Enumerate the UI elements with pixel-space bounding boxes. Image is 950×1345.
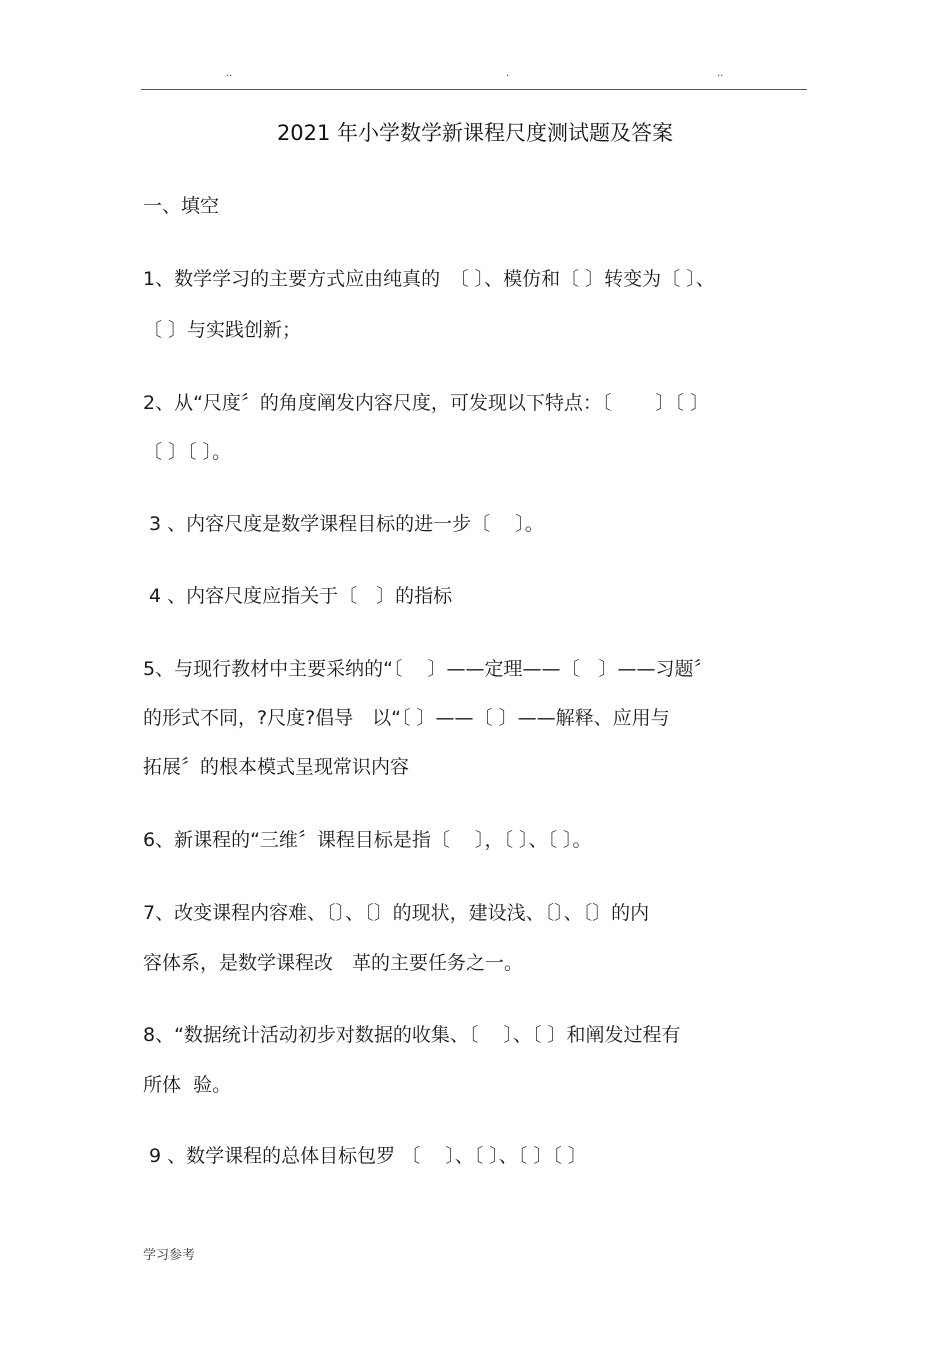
header-mark-center: . [506, 68, 510, 79]
header-mark-left: .. [226, 68, 233, 79]
footer-label: 学习参考 [143, 1248, 196, 1263]
question-line: 〔 〕与实践创新； [143, 319, 302, 341]
question-line: 4 、内容尺度应指关于〔 〕的指标 [143, 585, 453, 607]
question-line: 3 、内容尺度是数学课程目标的进一步〔 〕。 [143, 513, 544, 535]
question-line: 6、新课程的“三维〞课程目标是指〔 〕，〔 〕、〔 〕。 [143, 829, 592, 851]
question-line: 拓展〞的根本模式呈现常识内容 [143, 756, 410, 778]
question-line: 2、从“尺度〞的角度阐发内容尺度，可发现以下特点：〔 〕〔 〕 [143, 392, 710, 414]
section-heading: 一、填空 [143, 195, 220, 217]
question-line: 9 、数学课程的总体目标包罗 〔 〕、〔 〕、〔 〕〔 〕 [143, 1145, 587, 1167]
document-title: 2021 年小学数学新课程尺度测试题及答案 [276, 121, 674, 145]
question-line: 8、“数据统计活动初步对数据的收集、〔 〕、〔 〕和阐发过程有 [143, 1024, 681, 1046]
question-line: 1、数学学习的主要方式应由纯真的 〔 〕、模仿和〔 〕转变为〔 〕、 [143, 268, 715, 290]
question-line: 5、与现行教材中主要采纳的“〔 〕——定理——〔 〕——习题〞 [143, 658, 713, 680]
header-mark-right: .. [717, 68, 724, 79]
header-rule [141, 89, 807, 90]
question-line: 7、改变课程内容难、〔〕、〔〕的现状，建设浅、〔〕、〔〕的内 [143, 902, 650, 924]
question-line: 容体系，是数学课程改 革的主要任务之一。 [143, 952, 524, 974]
question-line: 所体 验。 [143, 1074, 232, 1096]
question-line: 的形式不同，?尺度?倡导 以“〔 〕——〔 〕——解释、应用与 [143, 707, 670, 729]
question-line: 〔 〕〔 〕。 [143, 441, 232, 463]
